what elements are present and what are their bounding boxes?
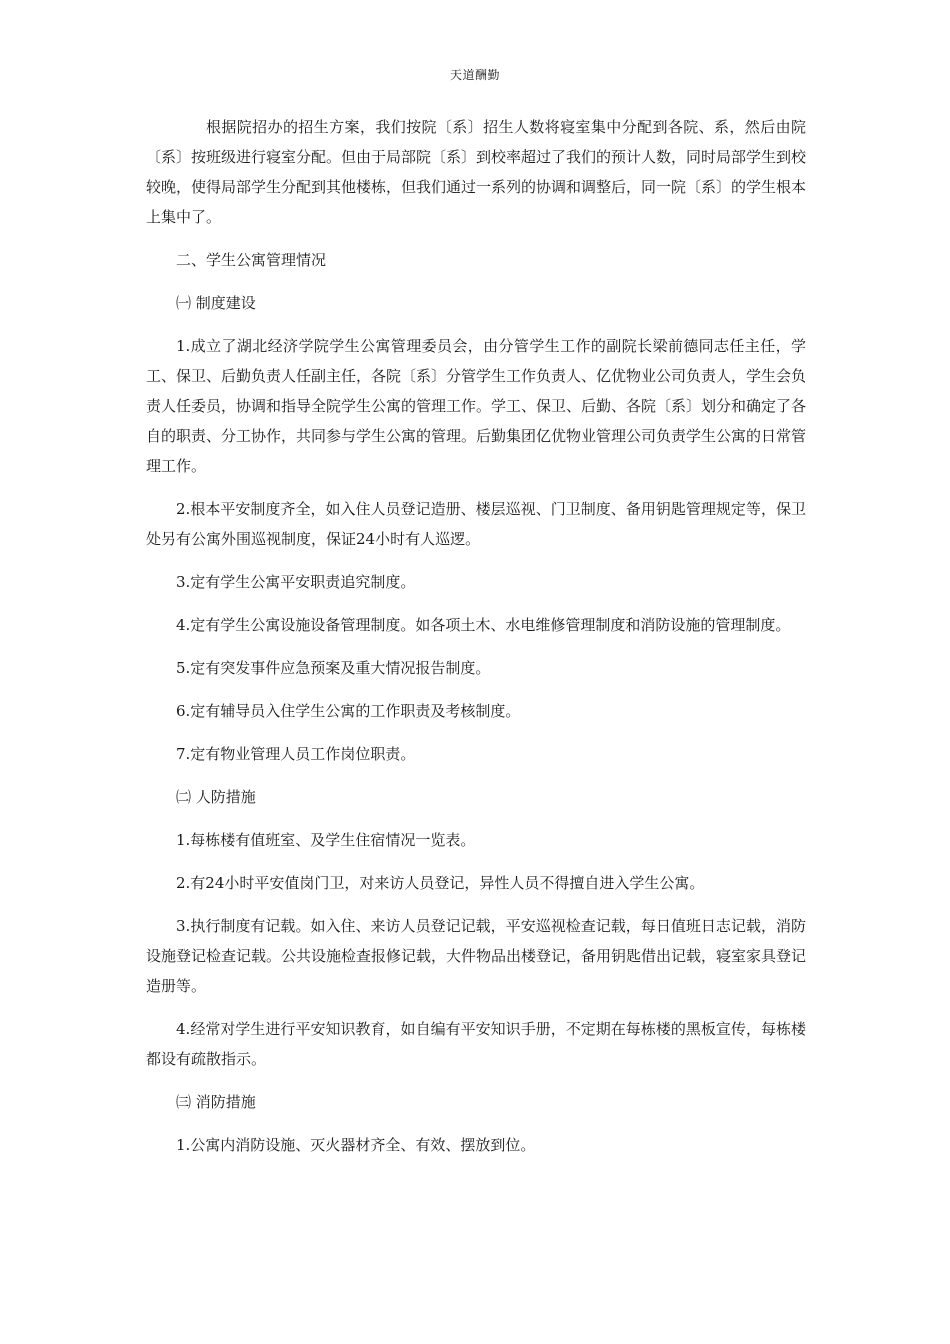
list-item: 4.定有学生公寓设施设备管理制度。如各项土木、水电维修管理制度和消防设施的管理制度。 (176, 616, 791, 634)
list-item: 6.定有辅导员入住学生公寓的工作职责及考核制度。 (176, 702, 521, 720)
subsection-heading-3: ㈢ 消防措施 (176, 1093, 256, 1111)
intro-paragraph: 根据院招办的招生方案，我们按院〔系〕招生人数将寝室集中分配到各院、系，然后由院〔系〕按班级进行寝室分配。但由于局部院〔系〕到校率超过了我们的预计人数，同时局部学生到校较晚，使得局部学生分配到其他楼栋，但我们通过一系列的协调和调整后，同一院〔系〕的学生根本上集中了。 (146, 118, 807, 226)
subsection-heading-2: ㈡ 人防措施 (176, 788, 256, 806)
list-item: 3.执行制度有记载。如入住、来访人员登记记载，平安巡视检查记载，每日值班日志记载，消防设施登记检查记载。公共设施检查报修记载，大件物品出楼登记，备用钥匙借出记载，寝室家具登记造册等。 (146, 917, 807, 995)
page-header: 天道酬勤 (449, 68, 500, 82)
list-item: 2.根本平安制度齐全，如入住人员登记造册、楼层巡视、门卫制度、备用钥匙管理规定等，保卫处另有公寓外围巡视制度，保证24小时有人巡逻。 (146, 500, 806, 548)
document-body (146, 112, 806, 1160)
list-item: 5.定有突发事件应急预案及重大情况报告制度。 (176, 659, 491, 677)
list-item: 1.每栋楼有值班室、及学生住宿情况一览表。 (176, 831, 476, 849)
list-item: 1.成立了湖北经济学院学生公寓管理委员会，由分管学生工作的副院长梁前德同志任主任，学工、保卫、后勤负责人任副主任，各院〔系〕分管学生工作负责人、亿优物业公司负责人，学生会负责人任委员，协调和指导全院学生公寓的管理工作。学工、保卫、后勤、各院〔系〕划分和确定了各自的职责、分工协作，共同参与学生公寓的管理。后勤集团亿优物业管理公司负责学生公寓的日常管理工作。 (146, 337, 807, 475)
list-item: 3.定有学生公寓平安职责追究制度。 (176, 573, 416, 591)
subsection-heading-1: ㈠ 制度建设 (176, 294, 256, 312)
list-item: 2.有24小时平安值岗门卫，对来访人员登记，异性人员不得擅自进入学生公寓。 (176, 874, 705, 892)
list-item: 7.定有物业管理人员工作岗位职责。 (176, 745, 416, 763)
list-item: 1.公寓内消防设施、灭火器材齐全、有效、摆放到位。 (176, 1136, 536, 1154)
section-heading-2: 二、学生公寓管理情况 (176, 251, 327, 269)
list-item: 4.经常对学生进行平安知识教育，如自编有平安知识手册，不定期在每栋楼的黑板宣传，每栋楼都设有疏散指示。 (146, 1020, 806, 1068)
